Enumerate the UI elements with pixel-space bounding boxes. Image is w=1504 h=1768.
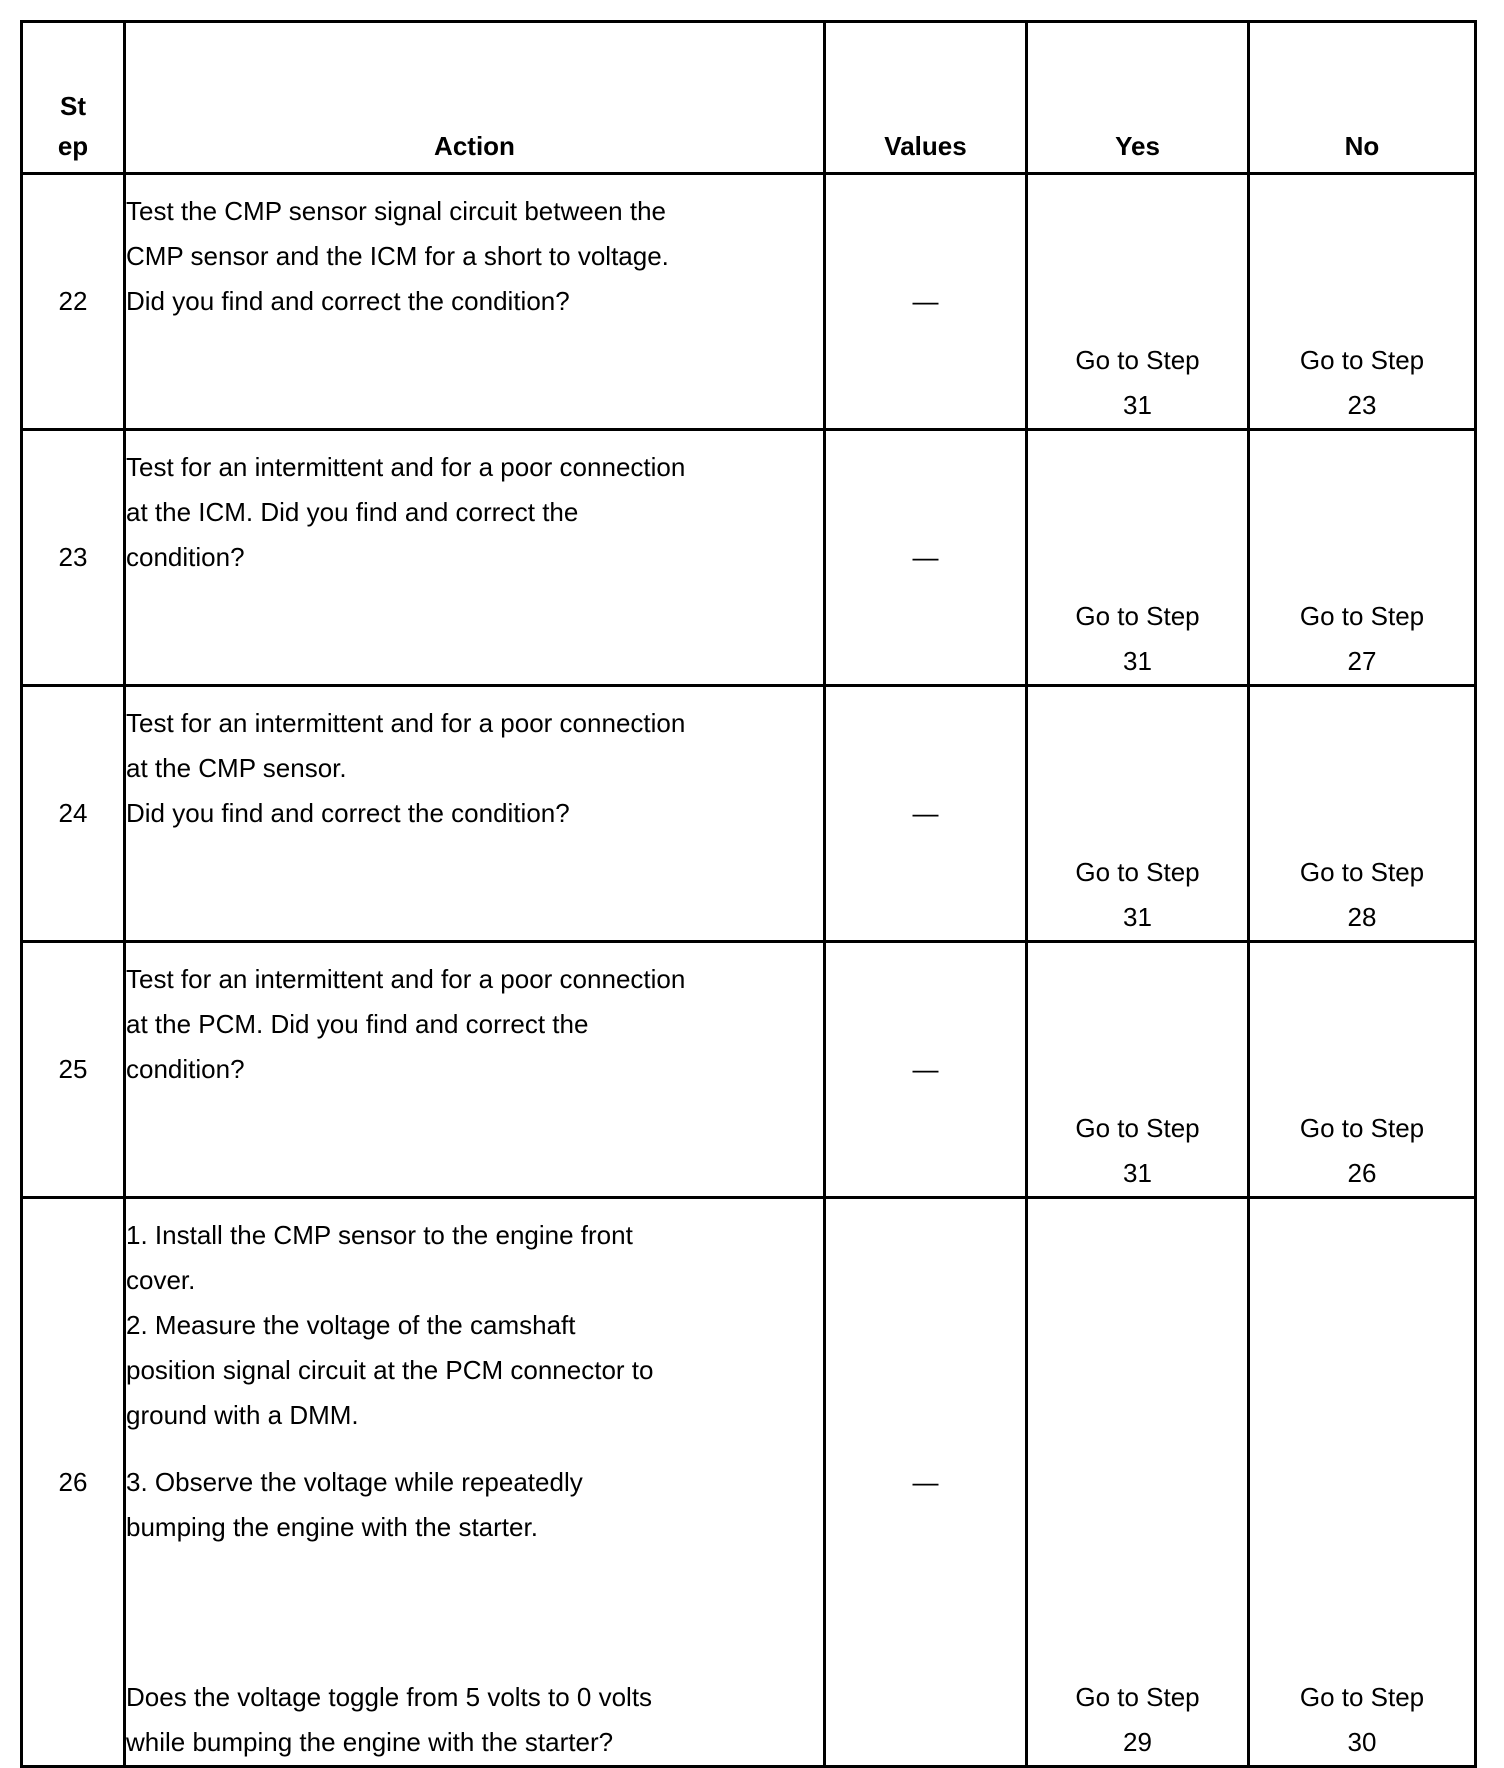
table-row [22,174,1476,430]
yes-goto-label: Go to Step [1075,1113,1200,1143]
action-line: bumping the engine with the starter. [126,1512,538,1542]
yes-goto-step: 31 [1123,390,1152,420]
yes-goto-label: Go to Step [1075,1682,1200,1712]
step-number: 24 [22,686,125,942]
action-cell [125,942,825,1198]
step-number: 23 [22,430,125,686]
header-yes: Yes [1027,22,1249,174]
no-goto-label: Go to Step [1299,601,1425,631]
action-line: cover. [126,1265,196,1295]
no-goto-step: 27 [1347,646,1377,676]
no-cell [1249,686,1476,942]
step-number: 26 [22,1198,125,1767]
yes-cell [1027,430,1249,686]
yes-goto-step: 31 [1123,646,1152,676]
action-item-2 [126,1303,823,1438]
values-cell: — [825,430,1027,686]
table-row [22,942,1476,1198]
action-line: Test the CMP sensor signal circuit between the [126,196,667,226]
action-cell [125,430,825,686]
action-line: at the PCM. Did you find and correct the [126,1009,589,1039]
action-line: Did you find and correct the condition? [126,286,570,316]
action-item-1 [126,1213,823,1303]
no-goto-label: Go to Step [1299,1682,1425,1712]
header-values: Values [825,22,1027,174]
step-number: 22 [22,174,125,430]
yes-goto-step: 31 [1123,1158,1152,1188]
yes-cell [1027,174,1249,430]
table-row [22,686,1476,942]
action-line: Did you find and correct the condition? [126,798,570,828]
no-goto-label: Go to Step [1299,857,1425,887]
header-action: Action [125,22,825,174]
action-line: 1. Install the CMP sensor to the engine front [126,1220,633,1250]
values-cell: — [825,942,1027,1198]
action-line: Test for an intermittent and for a poor connection [126,452,686,482]
no-cell [1249,430,1476,686]
action-cell [125,174,825,430]
header-no: No [1249,22,1476,174]
action-line: ground with a DMM. [126,1400,359,1430]
action-line: 2. Measure the voltage of the camshaft [126,1310,576,1340]
yes-goto-label: Go to Step [1075,857,1200,887]
action-item-3 [126,1460,823,1550]
action-cell [125,686,825,942]
header-step-line1: St [60,91,86,121]
procedure-document [20,20,1474,1768]
values-cell: — [825,1198,1027,1767]
action-line: position signal circuit at the PCM connector to [126,1355,654,1385]
diagnostic-steps-table [20,20,1477,1768]
spacer [126,1438,823,1460]
yes-goto-label: Go to Step [1075,601,1200,631]
yes-cell [1027,1198,1249,1767]
action-line: Test for an intermittent and for a poor connection [126,964,686,994]
header-step-line2: ep [57,131,89,161]
yes-goto-step: 31 [1123,902,1152,932]
values-cell: — [825,686,1027,942]
no-goto-step: 28 [1347,902,1377,932]
table-row [22,1198,1476,1767]
table-row [22,430,1476,686]
no-cell [1249,942,1476,1198]
yes-cell [1027,686,1249,942]
question-line: Does the voltage toggle from 5 volts to 0 volts [126,1682,653,1712]
spacer [126,1550,823,1675]
table-header-row [22,22,1476,174]
action-line: CMP sensor and the ICM for a short to voltage. [126,241,669,271]
action-line: at the CMP sensor. [126,753,347,783]
yes-goto-label: Go to Step [1075,345,1200,375]
no-goto-label: Go to Step [1299,1113,1425,1143]
action-line: at the ICM. Did you find and correct the [126,497,579,527]
yes-goto-step: 29 [1123,1727,1152,1757]
action-question [126,1675,823,1765]
no-goto-step: 30 [1347,1727,1377,1757]
step-number: 25 [22,942,125,1198]
values-cell: — [825,174,1027,430]
question-line: while bumping the engine with the starter? [126,1727,614,1757]
action-line: condition? [126,1054,245,1084]
action-cell [125,1198,825,1767]
action-line: 3. Observe the voltage while repeatedly [126,1467,583,1497]
action-line: Test for an intermittent and for a poor connection [126,708,686,738]
action-line: condition? [126,542,245,572]
no-goto-step: 23 [1347,390,1377,420]
no-cell [1249,1198,1476,1767]
no-cell [1249,174,1476,430]
no-goto-label: Go to Step [1299,345,1425,375]
no-goto-step: 26 [1347,1158,1377,1188]
header-step [22,22,125,174]
yes-cell [1027,942,1249,1198]
